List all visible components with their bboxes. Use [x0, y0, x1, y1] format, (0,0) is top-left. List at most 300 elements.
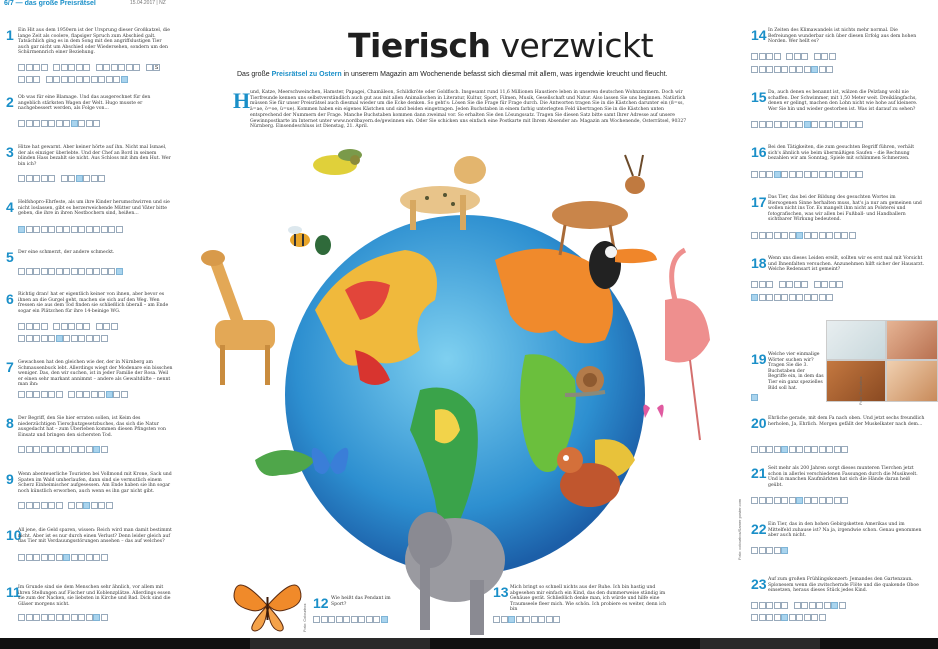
- letter-box[interactable]: [56, 446, 63, 453]
- letter-box[interactable]: [839, 602, 846, 609]
- letter-box[interactable]: [766, 497, 773, 504]
- letter-box[interactable]: [18, 554, 25, 561]
- letter-box[interactable]: [801, 53, 808, 60]
- letter-box[interactable]: [33, 335, 40, 342]
- letter-box[interactable]: [789, 66, 796, 73]
- solution-letter-box[interactable]: [56, 335, 63, 342]
- letter-box[interactable]: [766, 614, 773, 621]
- letter-box[interactable]: [86, 446, 93, 453]
- letter-box[interactable]: [78, 554, 85, 561]
- letter-box[interactable]: [796, 614, 803, 621]
- letter-box[interactable]: [826, 171, 833, 178]
- letter-box[interactable]: [26, 175, 33, 182]
- solution-letter-box[interactable]: [93, 446, 100, 453]
- letter-box[interactable]: [804, 446, 811, 453]
- letter-box[interactable]: [811, 497, 818, 504]
- letter-box[interactable]: [781, 294, 788, 301]
- letter-box[interactable]: [33, 120, 40, 127]
- letter-box[interactable]: [751, 602, 758, 609]
- letter-box[interactable]: [796, 121, 803, 128]
- letter-box[interactable]: [523, 616, 530, 623]
- letter-box[interactable]: [774, 497, 781, 504]
- solution-letter-box[interactable]: [781, 614, 788, 621]
- letter-box[interactable]: [48, 120, 55, 127]
- letter-box[interactable]: [86, 554, 93, 561]
- letter-box[interactable]: [18, 175, 25, 182]
- letter-box[interactable]: [18, 335, 25, 342]
- letter-box[interactable]: [98, 391, 105, 398]
- letter-box[interactable]: [781, 121, 788, 128]
- letter-box[interactable]: [48, 446, 55, 453]
- letter-box[interactable]: [811, 614, 818, 621]
- letter-box[interactable]: [781, 602, 788, 609]
- letter-box[interactable]: [553, 616, 560, 623]
- solution-letter-box[interactable]: [751, 294, 758, 301]
- letter-box[interactable]: [61, 323, 68, 330]
- solution-letter-box[interactable]: [76, 175, 83, 182]
- letter-box[interactable]: [516, 616, 523, 623]
- letter-box[interactable]: [814, 53, 821, 60]
- letter-box[interactable]: [33, 268, 40, 275]
- letter-box[interactable]: [834, 446, 841, 453]
- letter-box[interactable]: [834, 121, 841, 128]
- letter-box[interactable]: [786, 281, 793, 288]
- letter-box[interactable]: [811, 232, 818, 239]
- letter-box[interactable]: [68, 502, 75, 509]
- letter-box[interactable]: [101, 335, 108, 342]
- letter-box[interactable]: [48, 335, 55, 342]
- solution-letter-box[interactable]: [121, 76, 128, 83]
- letter-box[interactable]: [118, 64, 125, 71]
- answer-grid[interactable]: [18, 391, 128, 398]
- letter-box[interactable]: [41, 335, 48, 342]
- letter-box[interactable]: [789, 614, 796, 621]
- letter-box[interactable]: [816, 602, 823, 609]
- letter-box[interactable]: [33, 175, 40, 182]
- letter-box[interactable]: [538, 616, 545, 623]
- letter-box[interactable]: [121, 391, 128, 398]
- letter-box[interactable]: [18, 64, 25, 71]
- letter-box[interactable]: [83, 175, 90, 182]
- letter-box[interactable]: [78, 446, 85, 453]
- letter-box[interactable]: [18, 323, 25, 330]
- letter-box[interactable]: [41, 391, 48, 398]
- letter-box[interactable]: [759, 232, 766, 239]
- answer-grid[interactable]: [18, 64, 161, 71]
- letter-box[interactable]: [111, 323, 118, 330]
- letter-box[interactable]: [91, 502, 98, 509]
- letter-box[interactable]: [26, 268, 33, 275]
- letter-box[interactable]: [96, 64, 103, 71]
- letter-box[interactable]: [804, 171, 811, 178]
- letter-box[interactable]: [126, 64, 133, 71]
- letter-box[interactable]: [86, 614, 93, 621]
- letter-box[interactable]: [98, 76, 105, 83]
- letter-box[interactable]: [71, 554, 78, 561]
- answer-grid[interactable]: [18, 446, 108, 453]
- answer-grid[interactable]: [18, 335, 108, 342]
- letter-box[interactable]: [108, 226, 115, 233]
- letter-box[interactable]: [373, 616, 380, 623]
- letter-box[interactable]: [849, 232, 856, 239]
- letter-box[interactable]: [78, 268, 85, 275]
- letter-box[interactable]: [766, 66, 773, 73]
- letter-box[interactable]: [786, 53, 793, 60]
- letter-box[interactable]: [751, 66, 758, 73]
- letter-box[interactable]: [751, 614, 758, 621]
- letter-box[interactable]: [774, 547, 781, 554]
- letter-box[interactable]: [804, 614, 811, 621]
- letter-box[interactable]: [313, 616, 320, 623]
- letter-box[interactable]: [71, 614, 78, 621]
- letter-box[interactable]: [759, 53, 766, 60]
- letter-box[interactable]: [819, 446, 826, 453]
- letter-box[interactable]: [93, 554, 100, 561]
- letter-box[interactable]: [836, 281, 843, 288]
- letter-box[interactable]: [83, 76, 90, 83]
- letter-box[interactable]: [829, 281, 836, 288]
- letter-box[interactable]: [789, 121, 796, 128]
- letter-box[interactable]: [46, 76, 53, 83]
- letter-box[interactable]: [18, 614, 25, 621]
- letter-box[interactable]: [76, 391, 83, 398]
- letter-box[interactable]: [781, 171, 788, 178]
- letter-box[interactable]: [358, 616, 365, 623]
- letter-box[interactable]: [546, 616, 553, 623]
- answer-grid[interactable]: [18, 554, 108, 561]
- solution-letter-box[interactable]: [106, 391, 113, 398]
- letter-box[interactable]: [68, 175, 75, 182]
- letter-box[interactable]: [826, 232, 833, 239]
- letter-box[interactable]: [56, 268, 63, 275]
- letter-box[interactable]: [18, 502, 25, 509]
- letter-box[interactable]: [86, 226, 93, 233]
- letter-box[interactable]: [41, 226, 48, 233]
- solution-letter-box[interactable]: [781, 547, 788, 554]
- letter-box[interactable]: [759, 497, 766, 504]
- answer-grid[interactable]: [493, 616, 561, 623]
- answer-grid[interactable]: [18, 76, 128, 83]
- letter-box[interactable]: [751, 497, 758, 504]
- answer-grid[interactable]: [751, 394, 759, 401]
- letter-box[interactable]: [789, 497, 796, 504]
- letter-box[interactable]: [63, 614, 70, 621]
- letter-box[interactable]: [26, 554, 33, 561]
- letter-box[interactable]: [789, 232, 796, 239]
- letter-box[interactable]: [78, 335, 85, 342]
- solution-letter-box[interactable]: [811, 66, 818, 73]
- letter-box[interactable]: [336, 616, 343, 623]
- letter-box[interactable]: [841, 232, 848, 239]
- letter-box[interactable]: [98, 175, 105, 182]
- letter-box[interactable]: [759, 602, 766, 609]
- solution-letter-box[interactable]: [18, 226, 25, 233]
- letter-box[interactable]: [61, 76, 68, 83]
- letter-box[interactable]: [83, 323, 90, 330]
- letter-box[interactable]: [18, 120, 25, 127]
- letter-box[interactable]: [819, 294, 826, 301]
- letter-box[interactable]: [113, 76, 120, 83]
- letter-box[interactable]: [774, 294, 781, 301]
- letter-box[interactable]: [781, 232, 788, 239]
- solution-letter-box[interactable]: [781, 446, 788, 453]
- solution-letter-box[interactable]: [804, 121, 811, 128]
- letter-box[interactable]: [18, 268, 25, 275]
- letter-box[interactable]: [41, 502, 48, 509]
- letter-box[interactable]: [849, 121, 856, 128]
- letter-box[interactable]: [83, 391, 90, 398]
- letter-box[interactable]: [26, 226, 33, 233]
- letter-box[interactable]: [101, 226, 108, 233]
- letter-box[interactable]: [819, 121, 826, 128]
- letter-box[interactable]: [41, 554, 48, 561]
- solution-letter-box[interactable]: [71, 120, 78, 127]
- letter-box[interactable]: [811, 121, 818, 128]
- letter-box[interactable]: [766, 53, 773, 60]
- solution-letter-box[interactable]: [93, 614, 100, 621]
- letter-box[interactable]: [26, 391, 33, 398]
- letter-box[interactable]: [774, 66, 781, 73]
- letter-box[interactable]: [789, 294, 796, 301]
- letter-box[interactable]: [343, 616, 350, 623]
- letter-box[interactable]: [48, 226, 55, 233]
- answer-grid[interactable]: [18, 502, 113, 509]
- letter-box[interactable]: [41, 64, 48, 71]
- answer-grid[interactable]: [18, 614, 108, 621]
- letter-box[interactable]: [819, 497, 826, 504]
- letter-box[interactable]: [826, 497, 833, 504]
- letter-box[interactable]: [774, 446, 781, 453]
- letter-box[interactable]: [33, 446, 40, 453]
- letter-box[interactable]: [321, 616, 328, 623]
- answer-grid[interactable]: [18, 120, 101, 127]
- letter-box[interactable]: [328, 616, 335, 623]
- letter-box[interactable]: [759, 446, 766, 453]
- letter-box[interactable]: [56, 391, 63, 398]
- letter-box[interactable]: [849, 171, 856, 178]
- answer-grid[interactable]: [751, 121, 864, 128]
- letter-box[interactable]: [819, 232, 826, 239]
- letter-box[interactable]: [91, 175, 98, 182]
- letter-box[interactable]: [774, 121, 781, 128]
- answer-grid[interactable]: [751, 232, 856, 239]
- answer-grid[interactable]: [18, 323, 118, 330]
- letter-box[interactable]: [826, 66, 833, 73]
- letter-box[interactable]: [53, 76, 60, 83]
- answer-grid[interactable]: [18, 175, 106, 182]
- letter-box[interactable]: [759, 281, 766, 288]
- letter-box[interactable]: [63, 335, 70, 342]
- letter-box[interactable]: [71, 226, 78, 233]
- letter-box[interactable]: [41, 175, 48, 182]
- letter-box[interactable]: [766, 171, 773, 178]
- letter-box[interactable]: [41, 323, 48, 330]
- letter-box[interactable]: [794, 602, 801, 609]
- letter-box[interactable]: [63, 226, 70, 233]
- letter-box[interactable]: [56, 226, 63, 233]
- letter-box[interactable]: [41, 268, 48, 275]
- letter-box[interactable]: [819, 66, 826, 73]
- letter-box[interactable]: [819, 171, 826, 178]
- letter-box[interactable]: [33, 323, 40, 330]
- letter-box[interactable]: [71, 335, 78, 342]
- letter-box[interactable]: [774, 614, 781, 621]
- letter-box[interactable]: [759, 294, 766, 301]
- letter-box[interactable]: [33, 554, 40, 561]
- letter-box[interactable]: [101, 446, 108, 453]
- answer-grid[interactable]: [18, 268, 123, 275]
- letter-box[interactable]: [101, 554, 108, 561]
- letter-box[interactable]: [841, 446, 848, 453]
- letter-box[interactable]: [101, 614, 108, 621]
- letter-box[interactable]: [33, 226, 40, 233]
- letter-box[interactable]: [78, 120, 85, 127]
- letter-box[interactable]: [108, 268, 115, 275]
- letter-box[interactable]: [821, 281, 828, 288]
- letter-box[interactable]: [56, 120, 63, 127]
- answer-grid[interactable]: [751, 171, 864, 178]
- solution-letter-box[interactable]: [774, 171, 781, 178]
- letter-box[interactable]: [116, 226, 123, 233]
- letter-box[interactable]: [78, 614, 85, 621]
- letter-box[interactable]: [841, 171, 848, 178]
- letter-box[interactable]: [841, 121, 848, 128]
- letter-box[interactable]: [48, 554, 55, 561]
- letter-box[interactable]: [826, 121, 833, 128]
- letter-box[interactable]: [111, 64, 118, 71]
- letter-box[interactable]: [759, 121, 766, 128]
- letter-box[interactable]: [26, 614, 33, 621]
- letter-box[interactable]: [26, 76, 33, 83]
- letter-box[interactable]: [801, 281, 808, 288]
- letter-box[interactable]: [101, 268, 108, 275]
- letter-box[interactable]: [48, 614, 55, 621]
- letter-box[interactable]: [96, 323, 103, 330]
- letter-box[interactable]: [493, 616, 500, 623]
- letter-box[interactable]: [531, 616, 538, 623]
- letter-box[interactable]: [819, 614, 826, 621]
- letter-box[interactable]: [834, 232, 841, 239]
- letter-box[interactable]: [33, 614, 40, 621]
- letter-box[interactable]: [146, 64, 153, 71]
- letter-box[interactable]: [796, 446, 803, 453]
- answer-grid[interactable]: [751, 614, 826, 621]
- letter-box[interactable]: [48, 175, 55, 182]
- letter-box[interactable]: [53, 64, 60, 71]
- letter-box[interactable]: [18, 76, 25, 83]
- letter-box[interactable]: [61, 64, 68, 71]
- letter-box[interactable]: [796, 294, 803, 301]
- letter-box[interactable]: [91, 76, 98, 83]
- letter-box[interactable]: [33, 502, 40, 509]
- letter-box[interactable]: [351, 616, 358, 623]
- letter-box[interactable]: [834, 497, 841, 504]
- answer-grid[interactable]: [751, 497, 849, 504]
- letter-box[interactable]: [501, 616, 508, 623]
- letter-box[interactable]: [751, 446, 758, 453]
- letter-box[interactable]: [48, 391, 55, 398]
- solution-letter-box[interactable]: [796, 232, 803, 239]
- letter-box[interactable]: [53, 323, 60, 330]
- letter-box[interactable]: [789, 446, 796, 453]
- letter-box[interactable]: [829, 53, 836, 60]
- letter-box[interactable]: [766, 547, 773, 554]
- letter-box[interactable]: [71, 446, 78, 453]
- answer-grid[interactable]: [18, 226, 123, 233]
- solution-letter-box[interactable]: [508, 616, 515, 623]
- letter-box[interactable]: [796, 66, 803, 73]
- letter-box[interactable]: [779, 281, 786, 288]
- letter-box[interactable]: [26, 64, 33, 71]
- answer-grid[interactable]: [751, 66, 834, 73]
- solution-letter-box[interactable]: [83, 502, 90, 509]
- letter-box[interactable]: [86, 335, 93, 342]
- letter-box[interactable]: [133, 64, 140, 71]
- letter-box[interactable]: [366, 616, 373, 623]
- answer-grid[interactable]: [751, 547, 789, 554]
- letter-box[interactable]: [804, 294, 811, 301]
- letter-box[interactable]: [41, 446, 48, 453]
- letter-box[interactable]: [751, 232, 758, 239]
- letter-box[interactable]: [856, 121, 863, 128]
- letter-box[interactable]: [93, 268, 100, 275]
- letter-box[interactable]: [106, 502, 113, 509]
- letter-box[interactable]: [48, 268, 55, 275]
- letter-box[interactable]: [826, 446, 833, 453]
- answer-grid[interactable]: [751, 281, 844, 288]
- letter-box[interactable]: [68, 76, 75, 83]
- letter-box[interactable]: [41, 614, 48, 621]
- letter-box[interactable]: [759, 547, 766, 554]
- letter-box[interactable]: [781, 497, 788, 504]
- letter-box[interactable]: [804, 497, 811, 504]
- letter-box[interactable]: [796, 171, 803, 178]
- letter-box[interactable]: [63, 268, 70, 275]
- solution-letter-box[interactable]: [116, 268, 123, 275]
- letter-box[interactable]: [71, 268, 78, 275]
- letter-box[interactable]: [86, 268, 93, 275]
- letter-box[interactable]: [26, 335, 33, 342]
- letter-box[interactable]: [33, 391, 40, 398]
- letter-box[interactable]: [794, 53, 801, 60]
- letter-box[interactable]: [751, 547, 758, 554]
- letter-box[interactable]: [68, 323, 75, 330]
- answer-grid[interactable]: [751, 53, 836, 60]
- letter-box[interactable]: [856, 171, 863, 178]
- letter-box[interactable]: [751, 171, 758, 178]
- letter-box[interactable]: [751, 281, 758, 288]
- letter-box[interactable]: [766, 121, 773, 128]
- letter-box[interactable]: [811, 446, 818, 453]
- letter-box[interactable]: [814, 281, 821, 288]
- letter-box[interactable]: [759, 614, 766, 621]
- letter-box[interactable]: [86, 120, 93, 127]
- solution-letter-box[interactable]: [751, 394, 758, 401]
- letter-box[interactable]: [91, 391, 98, 398]
- letter-box[interactable]: [801, 602, 808, 609]
- letter-box[interactable]: [824, 602, 831, 609]
- solution-letter-box[interactable]: [796, 497, 803, 504]
- letter-box[interactable]: [78, 226, 85, 233]
- letter-box[interactable]: [98, 502, 105, 509]
- letter-box[interactable]: [774, 53, 781, 60]
- letter-box[interactable]: [766, 281, 773, 288]
- letter-box[interactable]: [759, 171, 766, 178]
- letter-box[interactable]: [76, 64, 83, 71]
- letter-box[interactable]: S: [154, 65, 159, 71]
- letter-box[interactable]: [68, 391, 75, 398]
- letter-box[interactable]: [56, 502, 63, 509]
